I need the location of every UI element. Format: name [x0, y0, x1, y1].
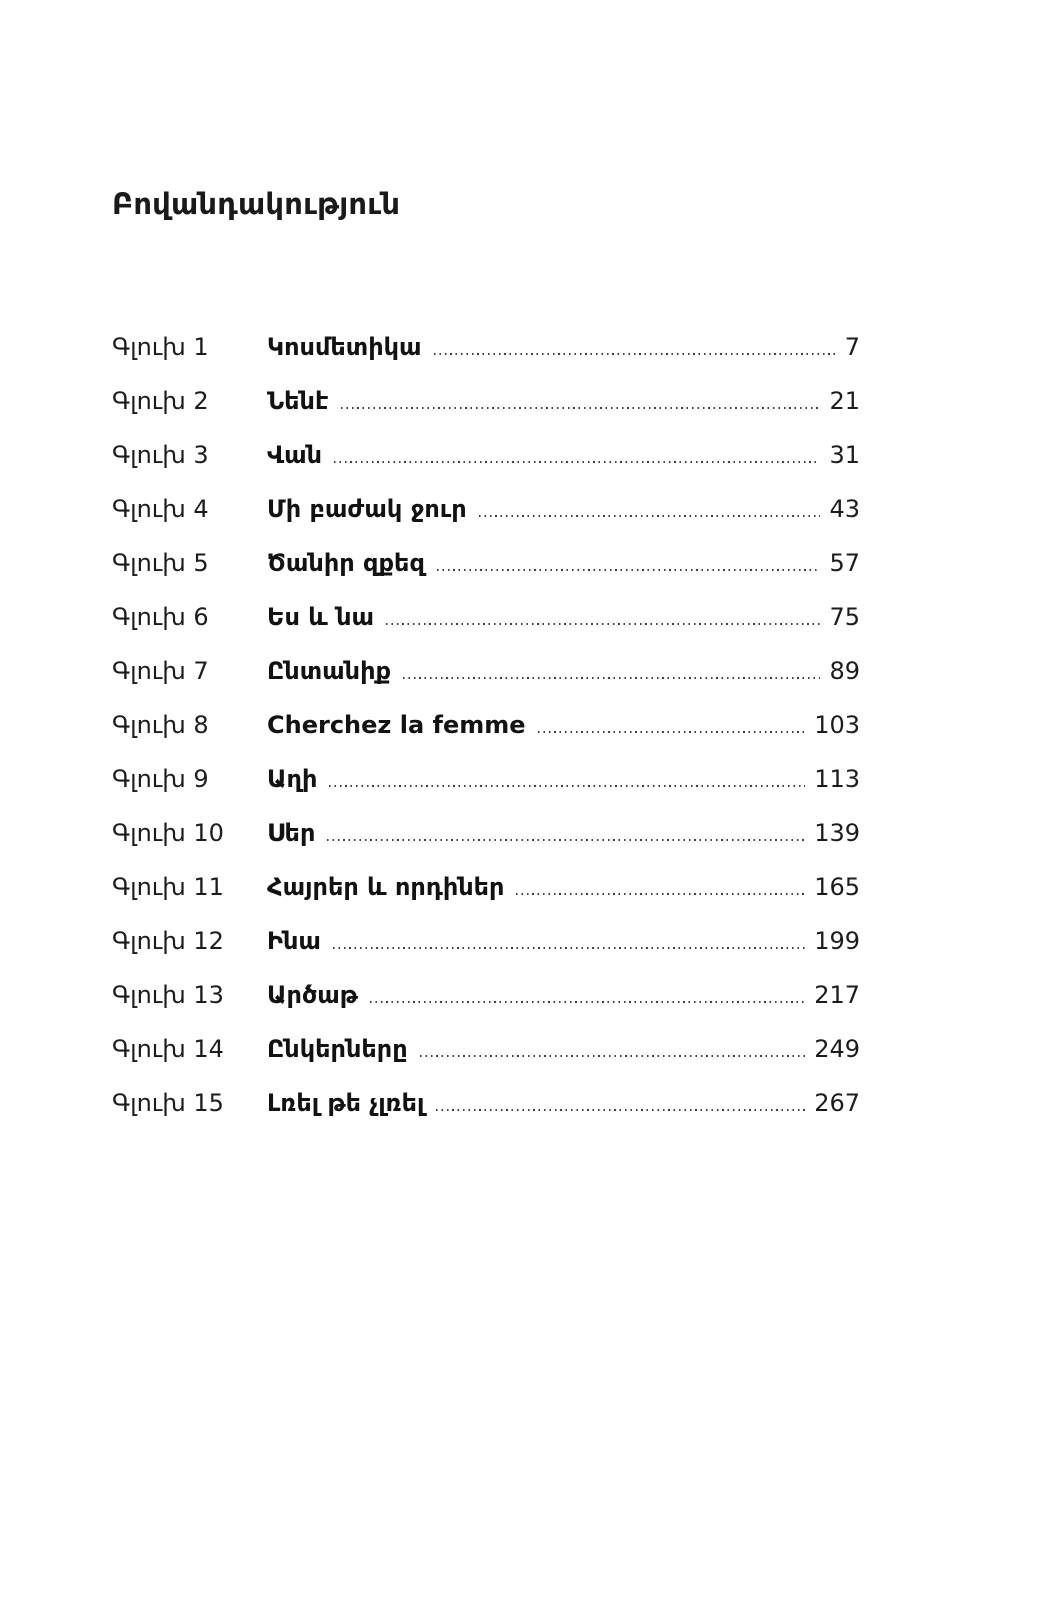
toc-entry [112, 385, 860, 418]
page-number: 57 [829, 549, 860, 577]
dot-leader [434, 353, 836, 355]
toc-entry [112, 493, 860, 526]
chapter-title: Ծանիր զքեզ [267, 549, 425, 577]
chapter-title: Ես և նա [267, 603, 375, 631]
toc-entry [112, 601, 860, 634]
chapter-title: Ընտանիք [267, 657, 392, 685]
page-number: 7 [844, 333, 860, 361]
dot-leader [479, 515, 821, 517]
dot-leader [341, 407, 821, 409]
page-number: 75 [829, 603, 860, 631]
page-title: Բովանդակություն [112, 187, 401, 222]
chapter-label: Գլուխ 9 [112, 765, 209, 793]
chapter-title: Ընկերները [267, 1035, 408, 1063]
page-number: 21 [829, 387, 860, 415]
chapter-label: Գլուխ 8 [112, 711, 209, 739]
toc-entry [112, 1087, 860, 1120]
chapter-title: Ինա [267, 927, 321, 955]
chapter-label: Գլուխ 5 [112, 549, 209, 577]
dot-leader [334, 461, 820, 463]
chapter-title: Կոսմետիկա [267, 333, 422, 361]
dot-leader [538, 731, 806, 733]
dot-leader [403, 677, 820, 679]
chapter-title: Cherchez la femme [267, 711, 526, 739]
page-number: 43 [829, 495, 860, 523]
toc-entry [112, 709, 860, 742]
page-number: 217 [814, 981, 860, 1009]
page-number: 199 [814, 927, 860, 955]
toc-entry [112, 979, 860, 1012]
toc-entry [112, 871, 860, 904]
chapter-label: Գլուխ 13 [112, 981, 224, 1009]
chapter-label: Գլուխ 11 [112, 873, 224, 901]
page-number: 31 [829, 441, 860, 469]
chapter-label: Գլուխ 14 [112, 1035, 224, 1063]
toc-entry [112, 655, 860, 688]
dot-leader [370, 1001, 805, 1003]
page-number: 165 [814, 873, 860, 901]
chapter-label: Գլուխ 7 [112, 657, 209, 685]
page-number: 103 [814, 711, 860, 739]
page-number: 267 [814, 1089, 860, 1117]
chapter-title: Արծաթ [267, 981, 358, 1009]
chapter-title: Նենէ [267, 387, 329, 415]
page-number: 139 [814, 819, 860, 847]
chapter-label: Գլուխ 15 [112, 1089, 224, 1117]
dot-leader [437, 569, 821, 571]
toc-entry [112, 817, 860, 850]
toc-entry [112, 547, 860, 580]
chapter-label: Գլուխ 10 [112, 819, 224, 847]
toc-list [112, 331, 860, 1120]
chapter-title: Հայրեր և որդիներ [267, 873, 505, 901]
toc-entry [112, 925, 860, 958]
toc-entry [112, 1033, 860, 1066]
chapter-title: Աղի [267, 765, 318, 793]
dot-leader [516, 893, 805, 895]
chapter-label: Գլուխ 2 [112, 387, 209, 415]
page-number: 249 [814, 1035, 860, 1063]
chapter-label: Գլուխ 4 [112, 495, 209, 523]
page-number: 113 [814, 765, 860, 793]
toc-entry [112, 763, 860, 796]
dot-leader [386, 623, 820, 625]
dot-leader [327, 839, 805, 841]
chapter-title: Մի բաժակ ջուր [267, 495, 467, 523]
dot-leader [329, 785, 805, 787]
chapter-label: Գլուխ 3 [112, 441, 209, 469]
dot-leader [420, 1055, 806, 1057]
chapter-title: Վան [267, 441, 323, 469]
toc-entry [112, 439, 860, 472]
chapter-title: Սեր [267, 819, 316, 847]
dot-leader [436, 1109, 805, 1111]
chapter-label: Գլուխ 1 [112, 333, 209, 361]
dot-leader [333, 947, 805, 949]
toc-entry [112, 331, 860, 364]
page-number: 89 [829, 657, 860, 685]
chapter-title: Լռել թե չլռել [267, 1089, 425, 1117]
chapter-label: Գլուխ 6 [112, 603, 209, 631]
chapter-label: Գլուխ 12 [112, 927, 224, 955]
